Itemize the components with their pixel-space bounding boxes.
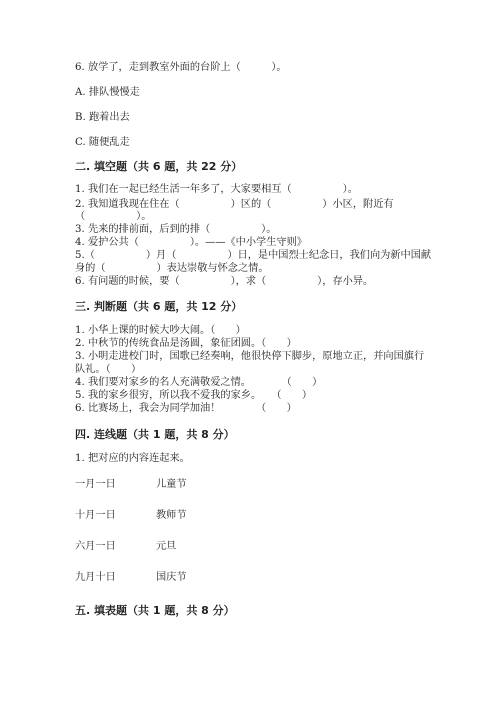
option-b: B. 跑着出去 [75,112,130,123]
fill-blank-line: 6. 有问题的时候，要（ ），求（ ），存小异。 [75,276,374,287]
fill-blank-line: 身的（ ）表达崇敬与怀念之情。 [75,263,269,274]
fill-blank-line: 4. 爱护公共（ ）。——《中小学生守则》 [75,237,307,248]
matching-right-item: 国庆节 [156,572,187,583]
fill-blank-line: 2. 我知道我现在住在（ ）区的（ ）小区，附近有 [75,199,394,210]
true-false-line: 队礼。（ ） [75,364,142,375]
section-title-true-false: 三. 判断题（共 6 题，共 12 分） [75,300,243,313]
true-false-line: 6. 比赛场上，我会为同学加油！ （ ） [75,403,297,414]
section-title-matching: 四. 连线题（共 1 题，共 8 分） [75,428,235,441]
matching-left-item: 六月一日 [75,541,116,552]
matching-right-item: 教师节 [156,510,187,521]
true-false-line: 5. 我的家乡很穷，所以我不爱我的家乡。 （ ） [75,390,313,401]
section-title-table: 五. 填表题（共 1 题，共 8 分） [75,604,235,617]
fill-blank-line: 5.（ ）月（ ）日，是中国烈士纪念日，我们向为新中国献 [75,250,432,261]
option-a: A. 排队慢慢走 [75,87,140,98]
true-false-line: 3. 小明走进校门时，国歌已经奏响，他很快停下脚步，原地立正，并向国旗行 [75,351,425,362]
fill-blank-line: 3. 先来的排前面，后到的排（ ）。 [75,224,277,235]
option-c: C. 随便乱走 [75,137,130,148]
matching-left-item: 十月一日 [75,510,116,521]
fill-blank-line: 1. 我们在一起已经生活一年多了，大家要相互（ ）。 [75,184,358,195]
true-false-line: 2. 中秋节的传统食品是汤圆，象征团圆。（ ） [75,338,297,349]
matching-left-item: 一月一日 [75,479,116,490]
matching-instruction: 1. 把对应的内容连起来。 [75,453,190,464]
section-title-fill-blank: 二. 填空题（共 6 题，共 22 分） [75,160,243,173]
true-false-line: 4. 我们要对家乡的名人充满敬爱之情。 （ ） [75,377,323,388]
true-false-line: 1. 小华上课的时候大吵大闹。（ ） [75,325,246,336]
fill-blank-line: （ ）。 [75,211,152,222]
matching-right-item: 儿童节 [156,479,187,490]
matching-right-item: 元旦 [156,541,177,552]
question-stem: 6. 放学了，走到教室外面的台阶上（ ）。 [75,62,287,73]
matching-left-item: 九月十日 [75,572,116,583]
